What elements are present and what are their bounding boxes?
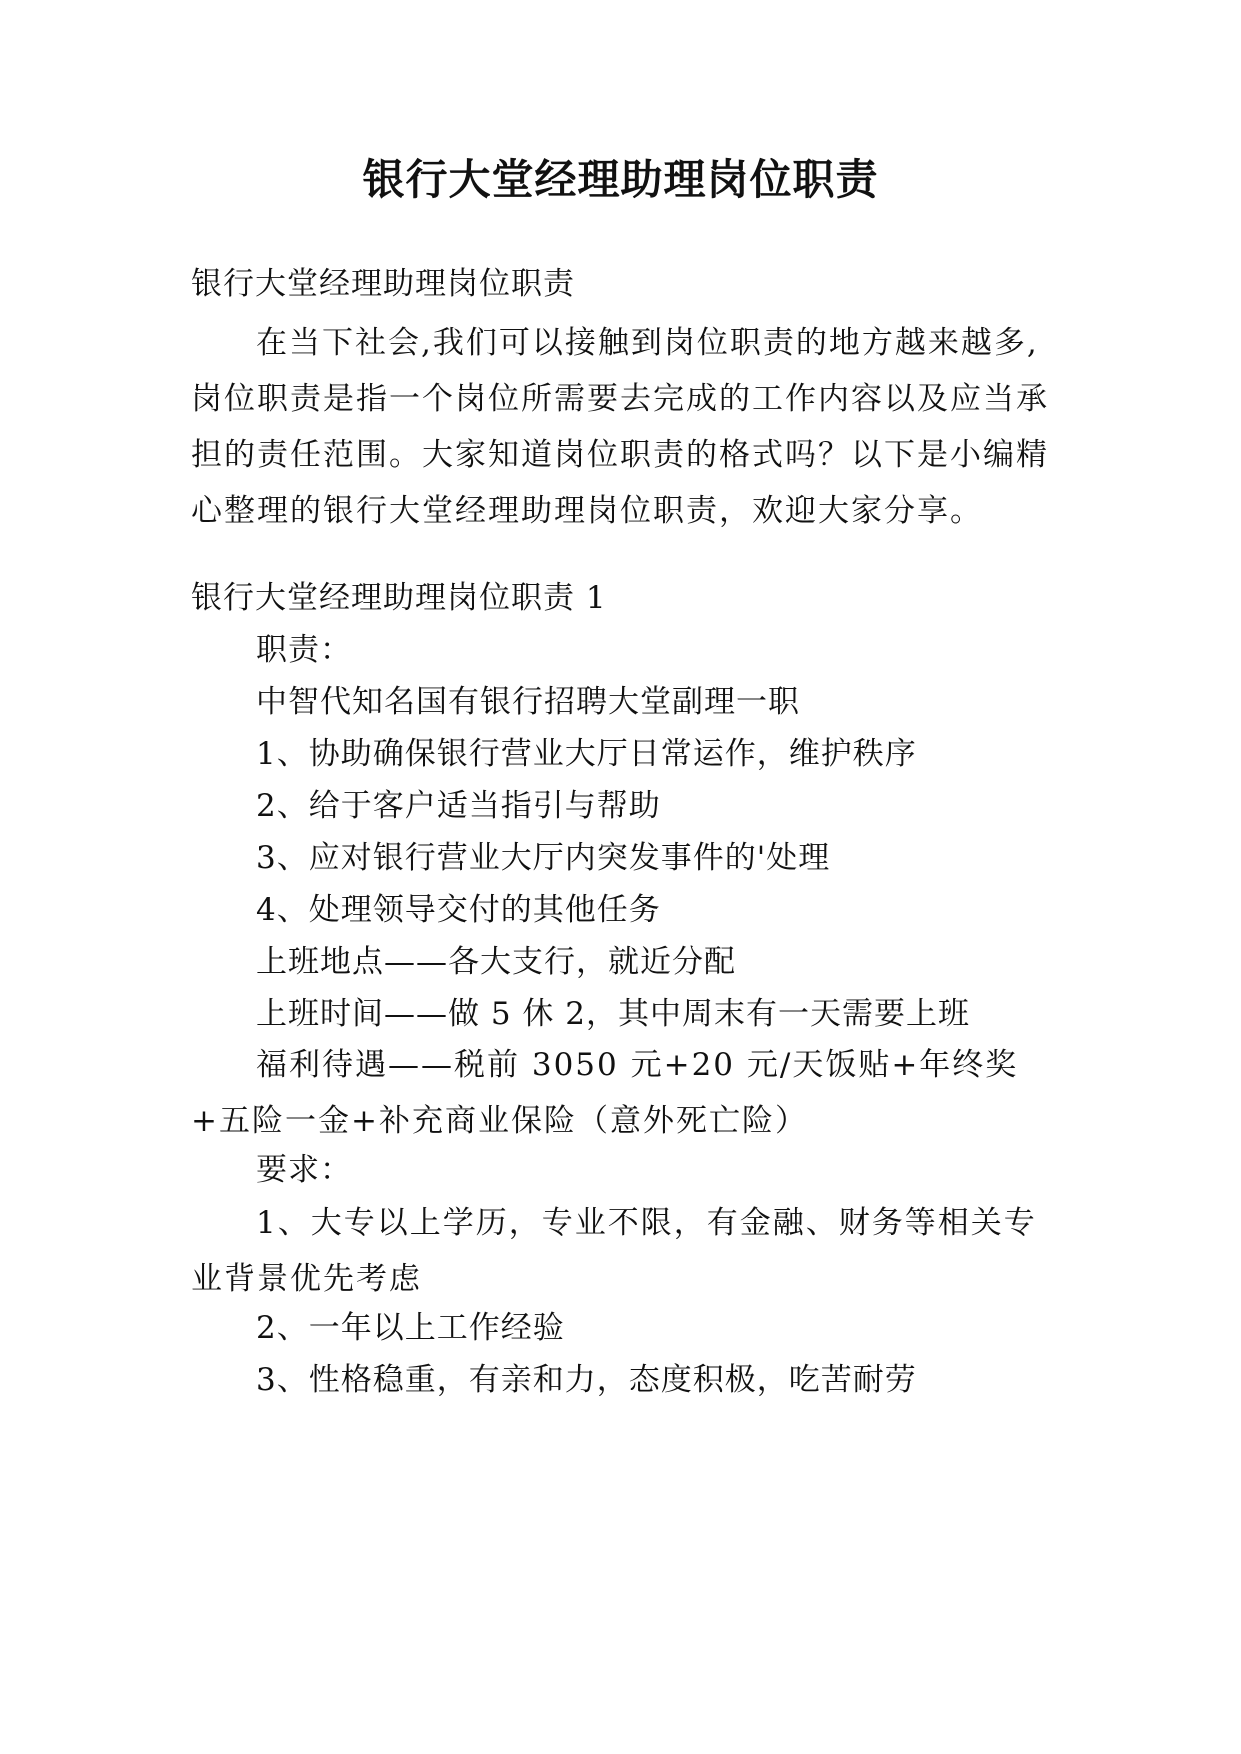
requirement-item-1: 1、大专以上学历，专业不限，有金融、财务等相关专业背景优先考虑 <box>191 1205 1037 1297</box>
document-subtitle: 银行大堂经理助理岗位职责 <box>191 266 575 302</box>
duty-item-4: 4、处理领导交付的其他任务 <box>256 892 661 928</box>
document-title: 银行大堂经理助理岗位职责 <box>362 155 879 204</box>
requirement-item-3: 3、性格稳重，有亲和力，态度积极，吃苦耐劳 <box>256 1362 917 1398</box>
benefits-paragraph: 福利待遇——税前 3050 元+20 元/天饭贴+年终奖+五险一金+补充商业保险（意外死亡险） <box>191 1047 1019 1139</box>
duty-item-3: 3、应对银行营业大厅内突发事件的'处理 <box>256 840 831 876</box>
work-location: 上班地点——各大支行，就近分配 <box>256 944 736 980</box>
work-schedule: 上班时间——做 5 休 2，其中周末有一天需要上班 <box>256 996 971 1032</box>
duty-item-2: 2、给于客户适当指引与帮助 <box>256 788 661 824</box>
section-heading: 银行大堂经理助理岗位职责 1 <box>191 580 607 616</box>
intro-paragraph: 在当下社会,我们可以接触到岗位职责的地方越来越多,岗位职责是指一个岗位所需要去完成的工作内容以及应当承担的责任范围。大家知道岗位职责的格式吗？以下是小编精心整理的银行大堂经理助理岗位职责，欢迎大家分享。 <box>191 325 1049 529</box>
duty-item-1: 1、协助确保银行营业大厅日常运作，维护秩序 <box>256 736 917 772</box>
duty-label: 职责： <box>256 632 352 668</box>
requirement-item-2: 2、一年以上工作经验 <box>256 1310 565 1346</box>
requirements-label: 要求： <box>256 1152 352 1188</box>
job-line: 中智代知名国有银行招聘大堂副理一职 <box>256 684 800 720</box>
